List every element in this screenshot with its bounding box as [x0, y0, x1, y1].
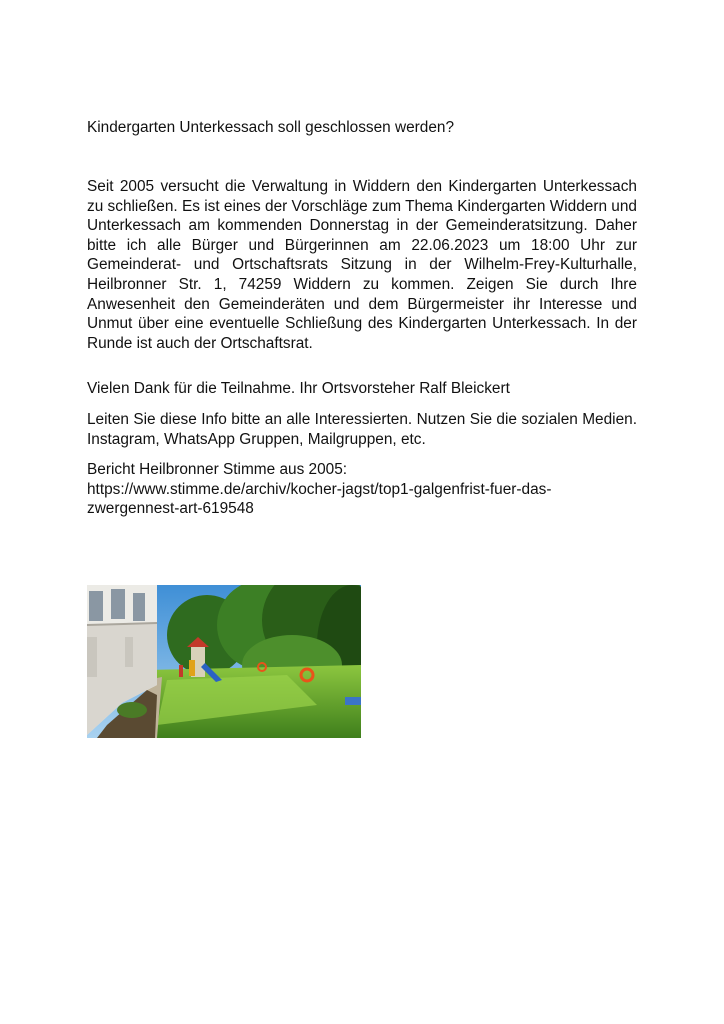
report-url-line-1: https://www.stimme.de/archiv/kocher-jagst/top1-galgenfrist-fuer-das- [87, 480, 552, 498]
report-paragraph [87, 460, 637, 519]
document-title: Kindergarten Unterkessach soll geschlossen werden? [87, 119, 455, 136]
body-paragraph: Seit 2005 versucht die Verwaltung in Widdern den Kindergarten Unterkessach zu schließen. Es ist eines der Vorschläge zum Thema Kindergarten Widdern und Unterkessach am kommenden Donnerstag in der Gemeinderatsitzung. Daher bitte ich alle Bürger und Bürgerinnen am 22.06.2023 um 18:00 Uhr zur Gemeinderat- und Ortschaftsrats Sitzung in der Wilhelm-Frey-Kulturhalle, Heilbronner Str. 1, 74259 Widdern zu kommen. Zeigen Sie durch Ihre Anwesenheit den Gemeinderäten und dem Bürgermeister ihr Interesse und Unmut über eine eventuelle Schließung des Kindergarten Unterkessach. In der Runde ist auch der Ortschaftsrat. [87, 178, 637, 352]
kindergarten-garden-photo [87, 585, 361, 738]
report-label: Bericht Heilbronner Stimme aus 2005: [87, 461, 348, 478]
thanks-paragraph: Vielen Dank für die Teilnahme. Ihr Ortsvorsteher Ralf Bleickert [87, 380, 510, 397]
report-url-line-2: zwergennest-art-619548 [87, 500, 254, 518]
share-paragraph: Leiten Sie diese Info bitte an alle Interessierten. Nutzen Sie die sozialen Medien. Instagram, WhatsApp Gruppen, Mailgruppen, etc. [87, 411, 637, 448]
